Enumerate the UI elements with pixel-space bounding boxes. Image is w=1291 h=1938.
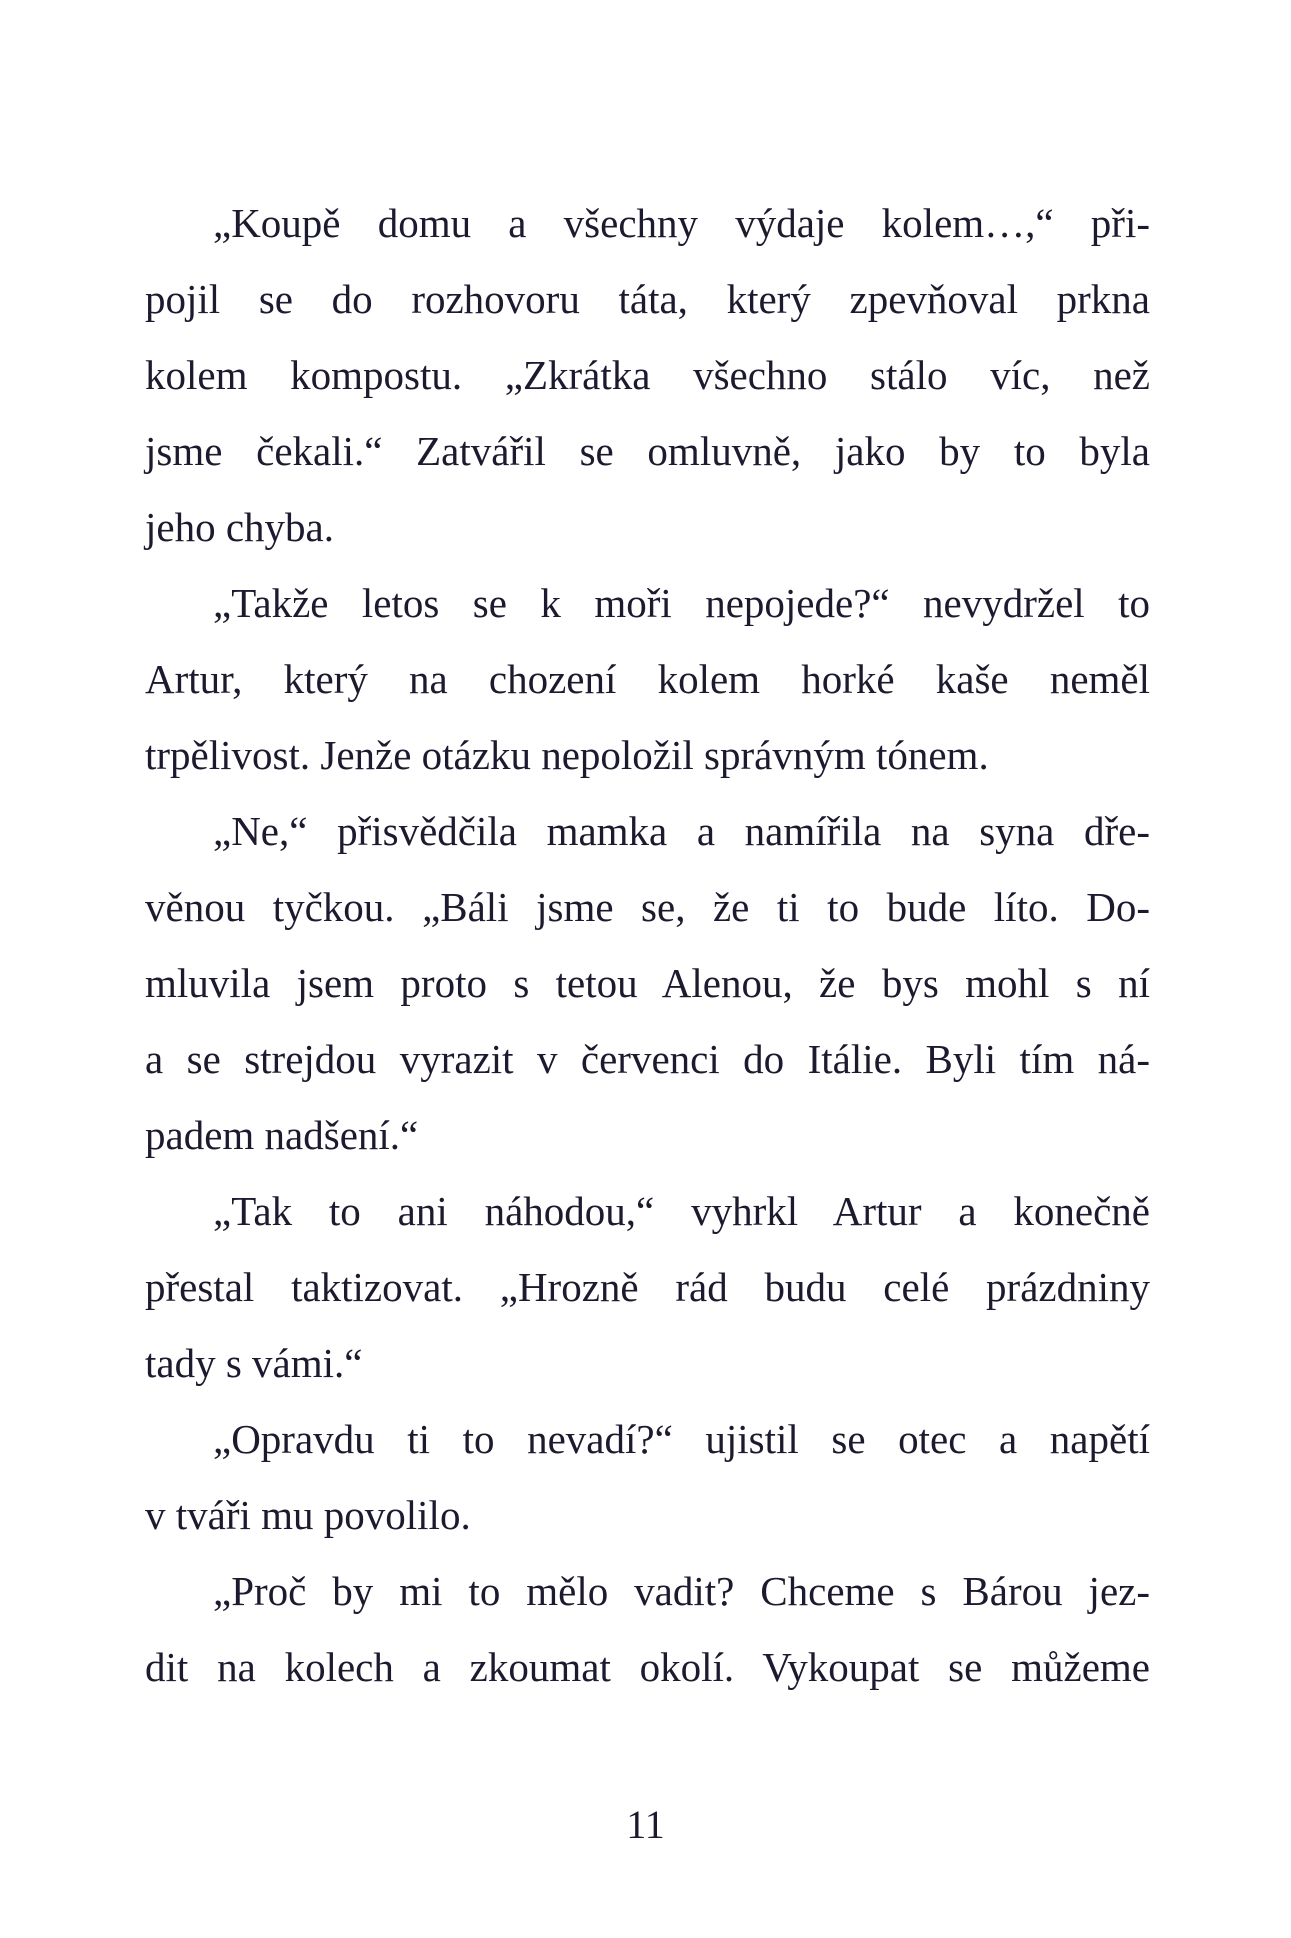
text-line: dit na kolech a zkoumat okolí. Vykoupat se můžeme xyxy=(145,1644,1150,1690)
text-line: a se strejdou vyrazit v červenci do Itálie. Byli tím ná- xyxy=(145,1036,1150,1082)
text-line: věnou tyčkou. „Báli jsme se, že ti to bude líto. Do- xyxy=(145,884,1150,930)
page-number: 11 xyxy=(626,1802,665,1847)
text-line: „Koupě domu a všechny výdaje kolem…,“ při- xyxy=(213,200,1150,246)
text-block xyxy=(145,185,1150,1705)
text-line: padem nadšení.“ xyxy=(145,1112,419,1158)
paragraph xyxy=(145,1173,1150,1401)
text-line: Artur, který na chození kolem horké kaše neměl xyxy=(145,656,1150,702)
paragraph xyxy=(145,1401,1150,1553)
text-line: „Takže letos se k moři nepojede?“ nevydržel to xyxy=(213,580,1150,626)
text-line: „Ne,“ přisvědčila mamka a namířila na syna dře- xyxy=(213,808,1150,854)
paragraph xyxy=(145,565,1150,793)
paragraph xyxy=(145,793,1150,1173)
text-line: „Opravdu ti to nevadí?“ ujistil se otec a napětí xyxy=(213,1416,1150,1462)
text-line: přestal taktizovat. „Hrozně rád budu celé prázdniny xyxy=(145,1264,1150,1310)
paragraph xyxy=(145,185,1150,565)
text-line: pojil se do rozhovoru táta, který zpevňoval prkna xyxy=(145,276,1150,322)
text-line: mluvila jsem proto s tetou Alenou, že bys mohl s ní xyxy=(145,960,1150,1006)
paragraph xyxy=(145,1553,1150,1705)
text-line: „Proč by mi to mělo vadit? Chceme s Bárou jez- xyxy=(213,1568,1150,1614)
text-line: v tváři mu povolilo. xyxy=(145,1492,471,1538)
text-line: jsme čekali.“ Zatvářil se omluvně, jako by to byla xyxy=(145,428,1150,474)
text-line: trpělivost. Jenže otázku nepoložil správným tónem. xyxy=(145,732,989,778)
text-line: „Tak to ani náhodou,“ vyhrkl Artur a konečně xyxy=(213,1188,1150,1234)
text-line: kolem kompostu. „Zkrátka všechno stálo víc, než xyxy=(145,352,1150,398)
text-line: tady s vámi.“ xyxy=(145,1340,363,1386)
text-line: jeho chyba. xyxy=(145,504,334,550)
